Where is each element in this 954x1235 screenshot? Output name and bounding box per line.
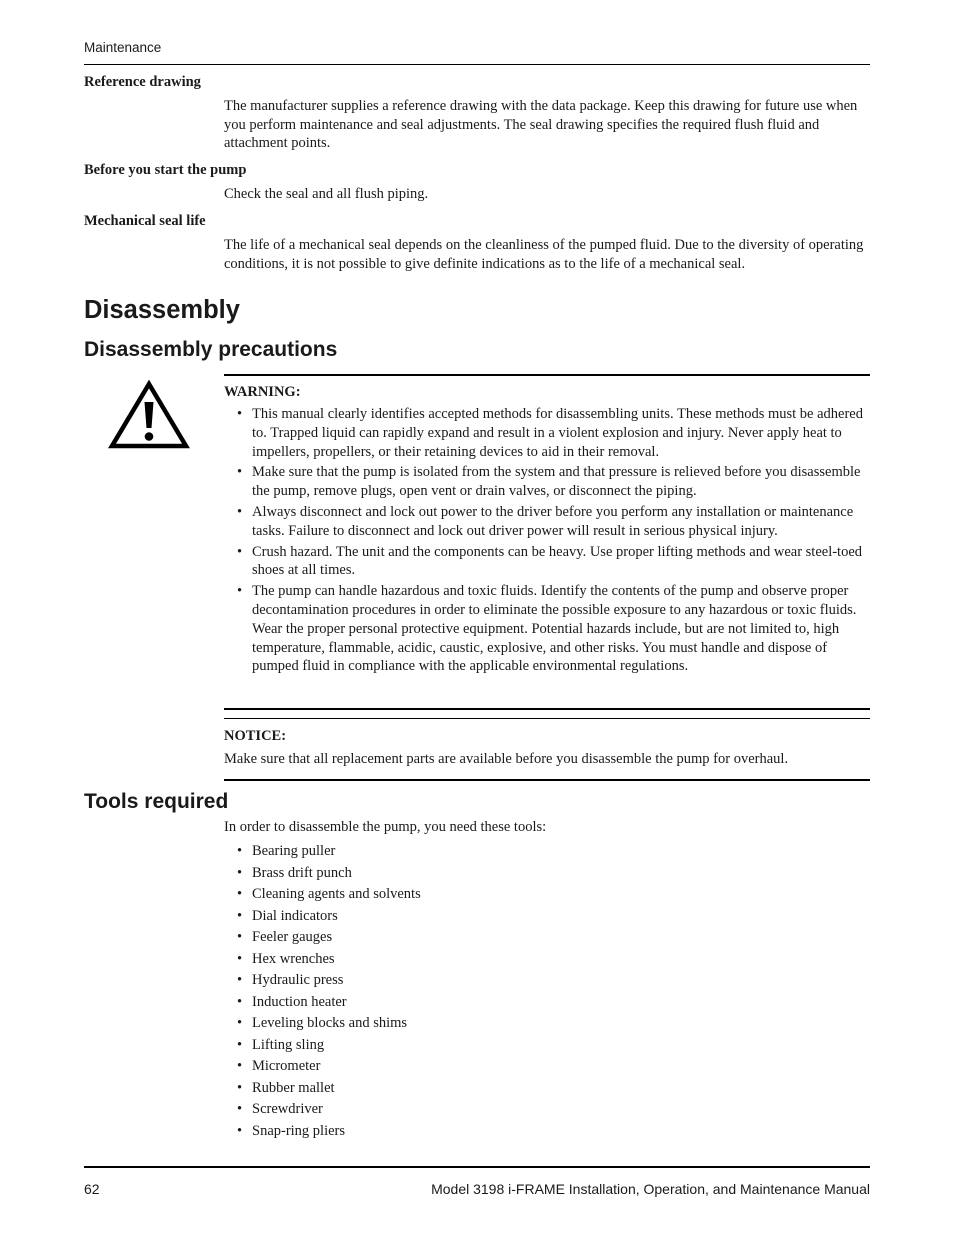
list-item: • Make sure that the pump is isolated from the system and that pressure is relieved before you disassemble the pump, remove plugs, open vent or drain valves, or disconnect the piping. [237,464,861,500]
list-item: • Hydraulic press [237,972,344,988]
list-item: • Micrometer [237,1058,321,1074]
header-rule [84,64,870,65]
reference-drawing-text: The manufacturer supplies a reference drawing with the data package. Keep this drawing for future use when you perform maintenance and seal adjustments. The seal drawing specifies the required flush fluid and attachment points. [224,98,858,152]
running-header: Maintenance [84,40,162,55]
page-number: 62 [84,1181,100,1197]
subsection-title-precautions: Disassembly precautions [84,338,338,361]
list-item: • Rubber mallet [237,1079,335,1096]
list-item: • Brass drift punch [237,864,352,881]
section-title-disassembly: Disassembly [84,296,240,324]
list-item: • Always disconnect and lock out power to the driver before you perform any installation or maintenance tasks. Failure to disconnect and lock out driver power will result in serious physical injury. [237,503,854,539]
warning-top-rule [224,374,870,376]
notice-text: Make sure that all replacement parts are available before you disassemble the pump for overhaul. [224,751,789,767]
tools-intro: In order to disassemble the pump, you need these tools: [224,819,547,835]
list-item: • Induction heater [237,993,347,1010]
list-item: • Cleaning agents and solvents [237,886,421,902]
manual-title: Model 3198 i-FRAME Installation, Operation, and Maintenance Manual [431,1181,870,1197]
warning-list [224,405,870,678]
list-item: • Bearing puller [237,843,336,859]
warning-triangle-icon [108,380,190,450]
term-before-start: Before you start the pump [84,162,247,178]
notice-bottom-rule [224,779,870,781]
warning-label: WARNING: [224,384,301,400]
footer-rule [84,1166,870,1168]
list-item: • Hex wrenches [237,950,335,967]
list-item: • Leveling blocks and shims [237,1015,408,1031]
notice-label: NOTICE: [224,728,287,744]
list-item: • Screwdriver [237,1101,323,1117]
warning-bottom-rule [224,708,870,710]
list-item: • Dial indicators [237,907,338,924]
tools-list [224,842,870,1143]
seal-life-text: The life of a mechanical seal depends on the cleanliness of the pumped fluid. Due to the diversity of operating conditions, it is not possible to give definite indications as to the life of a mechanical seal. [224,237,864,272]
term-seal-life: Mechanical seal life [84,213,206,229]
notice-top-rule [224,718,870,719]
list-item: • Lifting sling [237,1036,325,1053]
list-item: • Crush hazard. The unit and the components can be heavy. Use proper lifting methods and wear steel-toed shoes at all times. [237,543,863,579]
list-item: • This manual clearly identifies accepted methods for disassembling units. These methods must be adhered to. Trapped liquid can rapidly expand and result in a violent explosion and injury. Never apply heat to impellers, propellers, or their retaining devices to aid in their removal. [237,406,863,460]
list-item: • Feeler gauges [237,929,333,945]
before-start-text: Check the seal and all flush piping. [224,186,429,202]
list-item: • The pump can handle hazardous and toxic fluids. Identify the contents of the pump and observe proper decontamination procedures in order to eliminate the possible exposure to any hazardous or toxic fluids. Wear the proper personal protective equipment. Potential hazards include, but are not limited to, high temperature, flammable, acidic, caustic, explosive, and other risks. You must handle and dispose of pumped fluid in compliance with the applicable environmental regulations. [237,583,857,675]
list-item: • Snap-ring pliers [237,1122,346,1139]
subsection-title-tools: Tools required [84,790,229,813]
term-reference-drawing: Reference drawing [84,74,201,90]
